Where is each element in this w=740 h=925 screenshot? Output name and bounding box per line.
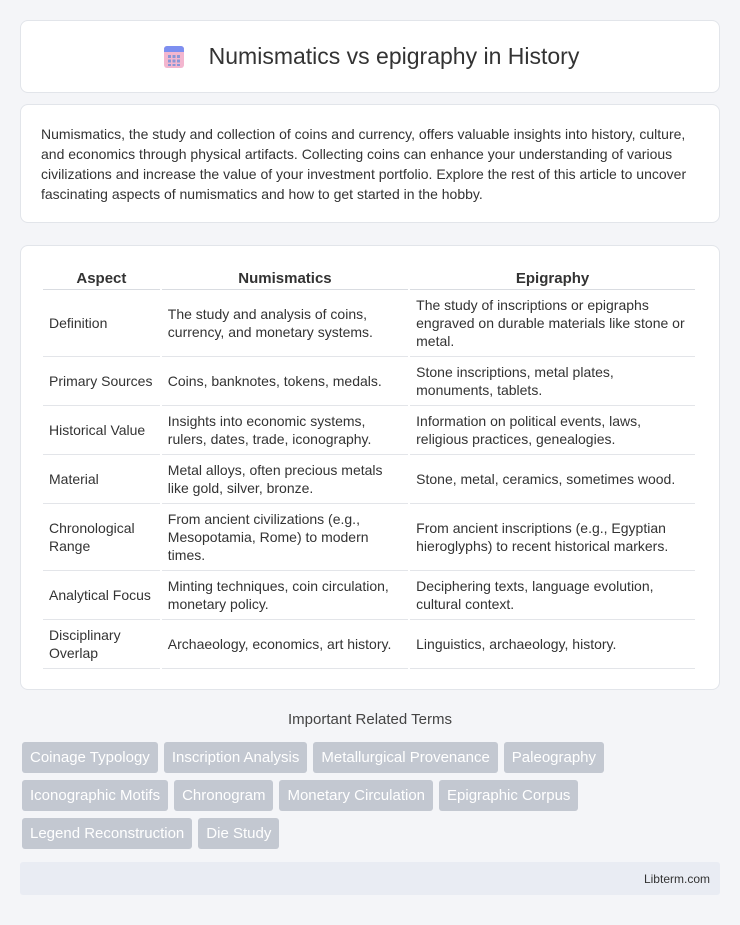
cell-epigraphy: Deciphering texts, language evolution, cultural context. [410, 571, 695, 620]
related-term-tag[interactable]: Inscription Analysis [164, 742, 308, 773]
cell-numismatics: Coins, banknotes, tokens, medals. [162, 357, 408, 406]
intro-text: Numismatics, the study and collection of coins and currency, offers valuable insights into history, culture, and economics through physical artifacts. Collecting coins can enhance your understanding of various civilizations and increase the value of your investment portfolio. Explore the rest of this article to uncover fascinating aspects of numismatics and how to get started in the hobby. [41, 126, 687, 202]
footer [20, 862, 720, 895]
header-numismatics: Numismatics [162, 264, 408, 290]
cell-epigraphy: From ancient inscriptions (e.g., Egyptian hieroglyphs) to recent historical markers. [410, 504, 695, 571]
table-row [43, 357, 695, 406]
related-terms-list [22, 742, 722, 849]
cell-epigraphy: The study of inscriptions or epigraphs engraved on durable materials like stone or metal. [410, 290, 695, 357]
header-epigraphy: Epigraphy [410, 264, 695, 290]
comparison-table [41, 264, 697, 669]
title-card [20, 20, 720, 93]
cell-epigraphy: Stone inscriptions, metal plates, monuments, tablets. [410, 357, 695, 406]
document-grid-icon [161, 44, 187, 70]
table-row [43, 406, 695, 455]
cell-numismatics: The study and analysis of coins, currency, and monetary systems. [162, 290, 408, 357]
cell-aspect: Chronological Range [43, 504, 160, 571]
related-terms-title: Important Related Terms [288, 711, 452, 728]
comparison-card [20, 245, 720, 690]
table-header-row [43, 264, 695, 290]
cell-numismatics: From ancient civilizations (e.g., Mesopotamia, Rome) to modern times. [162, 504, 408, 571]
cell-aspect: Analytical Focus [43, 571, 160, 620]
cell-epigraphy: Information on political events, laws, religious practices, genealogies. [410, 406, 695, 455]
related-term-tag[interactable]: Iconographic Motifs [22, 780, 168, 811]
related-term-tag[interactable]: Chronogram [174, 780, 273, 811]
related-term-tag[interactable]: Paleography [504, 742, 604, 773]
cell-aspect: Definition [43, 290, 160, 357]
cell-numismatics: Metal alloys, often precious metals like gold, silver, bronze. [162, 455, 408, 504]
page-title: Numismatics vs epigraphy in History [208, 43, 580, 69]
header-aspect: Aspect [43, 264, 160, 290]
table-row [43, 504, 695, 571]
cell-aspect: Disciplinary Overlap [43, 620, 160, 669]
cell-epigraphy: Linguistics, archaeology, history. [410, 620, 695, 669]
related-term-tag[interactable]: Coinage Typology [22, 742, 158, 773]
related-term-tag[interactable]: Legend Reconstruction [22, 818, 192, 849]
related-term-tag[interactable]: Epigraphic Corpus [439, 780, 578, 811]
cell-aspect: Primary Sources [43, 357, 160, 406]
table-row [43, 290, 695, 357]
table-row [43, 455, 695, 504]
intro-card [20, 104, 720, 223]
cell-numismatics: Archaeology, economics, art history. [162, 620, 408, 669]
cell-numismatics: Insights into economic systems, rulers, dates, trade, iconography. [162, 406, 408, 455]
related-term-tag[interactable]: Metallurgical Provenance [313, 742, 497, 773]
cell-aspect: Material [43, 455, 160, 504]
cell-aspect: Historical Value [43, 406, 160, 455]
related-term-tag[interactable]: Monetary Circulation [279, 780, 433, 811]
related-term-tag[interactable]: Die Study [198, 818, 279, 849]
cell-numismatics: Minting techniques, coin circulation, monetary policy. [162, 571, 408, 620]
cell-epigraphy: Stone, metal, ceramics, sometimes wood. [410, 455, 695, 504]
table-row [43, 620, 695, 669]
table-row [43, 571, 695, 620]
footer-site-link[interactable]: Libterm.com [643, 871, 710, 886]
